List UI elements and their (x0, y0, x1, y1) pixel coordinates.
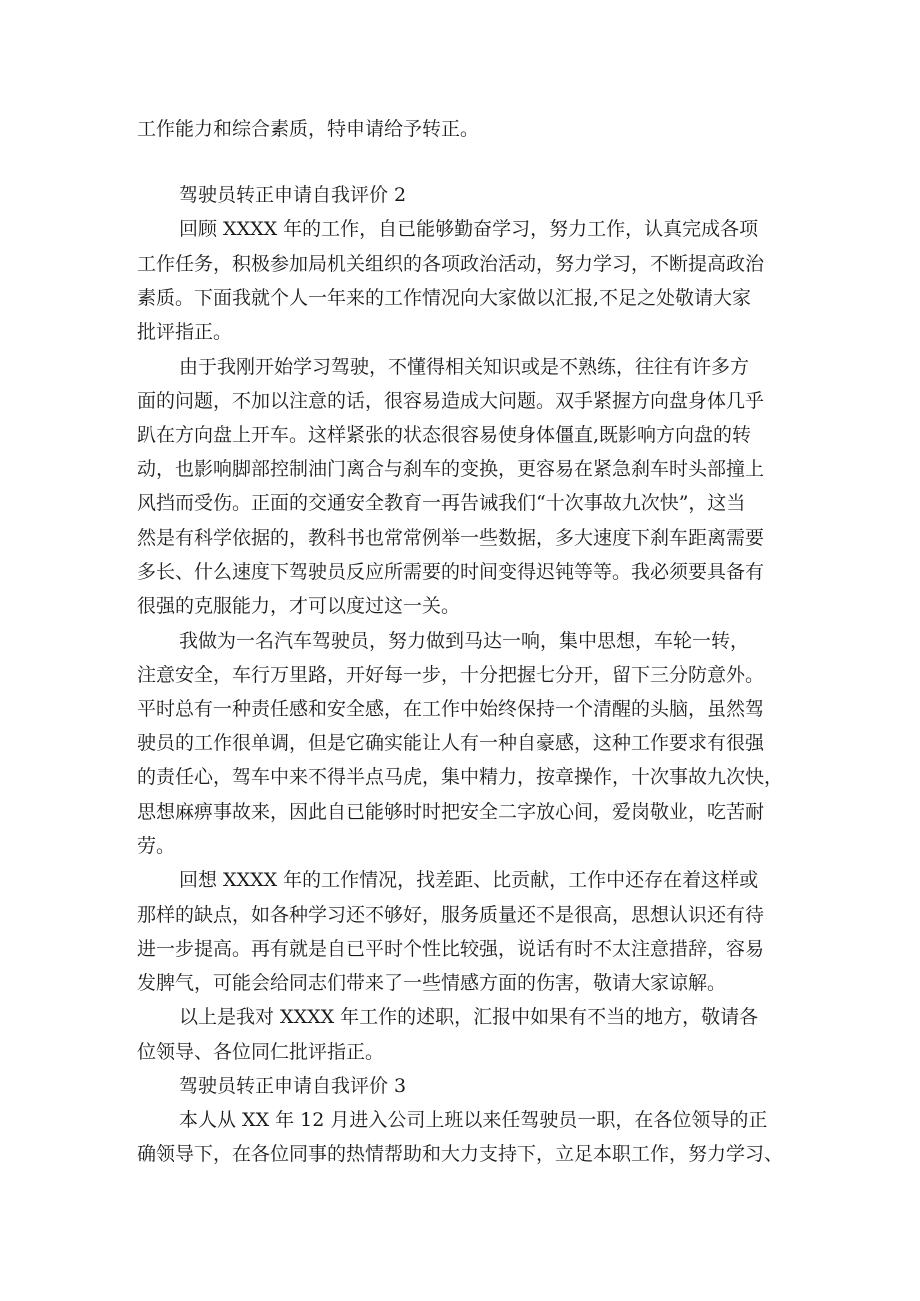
text-line: 位领导、各位同仁批评指正。 (137, 1041, 385, 1063)
text-line: 很强的克服能力，才可以度过这一关。 (137, 595, 461, 617)
text-line: 回顾 XXXX 年的工作，自已能够勤奋学习，努力工作，认真完成各项 (179, 218, 759, 240)
text-line: 注意安全，车行万里路，开好每一步，十分把握七分开，留下三分防意外。 (137, 664, 765, 686)
text-line: 驶员的工作很单调，但是它确实能让人有一种自豪感，这种工作要求有很强 (137, 732, 765, 754)
text-line: 以上是我对 XXXX 年工作的述职，汇报中如果有不当的地方，敬请各 (179, 1006, 759, 1028)
text-line: 风挡而受伤。正面的交通安全教育一再告诫我们“十次事故九次快”，这当 (137, 492, 746, 514)
text-line: 由于我刚开始学习驾驶，不懂得相关知识或是不熟练，往往有许多方 (179, 356, 750, 378)
text-line: 批评指正。 (137, 321, 233, 343)
section-heading: 驾驶员转正申请自我评价 3 (179, 1075, 407, 1097)
text-line: 劳。 (137, 835, 176, 857)
text-line: 工作任务，积极参加局机关组织的各项政治活动，努力学习，不断提高政治 (137, 253, 765, 275)
text-line: 动，也影响脚部控制油门离合与刹车的变换，更容易在紧急刹车时头部撞上 (137, 458, 765, 480)
text-line: 面的问题，不加以注意的话，很容易造成大问题。双手紧握方向盘身体几乎 (137, 390, 765, 412)
text-line: 然是有科学依据的，教科书也常常例举一些数据，多大速度下刹车距离需要 (137, 527, 765, 549)
section-heading: 驾驶员转正申请自我评价 2 (179, 184, 407, 206)
text-line: 趴在方向盘上开车。这样紧张的状态很容易使身体僵直,既影响方向盘的转 (137, 424, 752, 446)
text-line: 发脾气，可能会给同志们带来了一些情感方面的伤害，敬请大家谅解。 (137, 972, 727, 994)
text-line: 平时总有一种责任感和安全感，在工作中始终保持一个清醒的头脑，虽然驾 (137, 698, 765, 720)
text-line: 本人从 XX 年 12 月进入公司上班以来任驾驶员一职，在各位领导的正 (179, 1109, 768, 1131)
text-line: 回想 XXXX 年的工作情况，找差距、比贡献，工作中还存在着这样或 (179, 869, 759, 891)
text-line: 多长、什么速度下驾驶员反应所需要的时间变得迟钝等等。我必须要具备有 (137, 561, 765, 583)
text-line: 进一步提高。再有就是自已平时个性比较强，说话有时不太注意措辞，容易 (137, 938, 765, 960)
text-line: 确领导下，在各位同事的热情帮助和大力支持下，立足本职工作，努力学习、 (137, 1143, 784, 1165)
text-line: 素质。下面我就个人一年来的工作情况向大家做以汇报,不足之处敬请大家 (137, 287, 752, 309)
text-line: 的责任心，驾车中来不得半点马虎，集中精力，按章操作，十次事故九次快， (137, 766, 784, 788)
text-line: 我做为一名汽车驾驶员，努力做到马达一响，集中思想，车轮一转， (179, 630, 750, 652)
text-line: 工作能力和综合素质，特申请给予转正。 (137, 118, 480, 140)
text-line: 那样的缺点，如各种学习还不够好，服务质量还不是很高，思想认识还有待 (137, 904, 765, 926)
text-line: 思想麻痹事故来，因此自已能够时时把安全二字放心间，爱岗敬业，吃苦耐 (137, 801, 765, 823)
